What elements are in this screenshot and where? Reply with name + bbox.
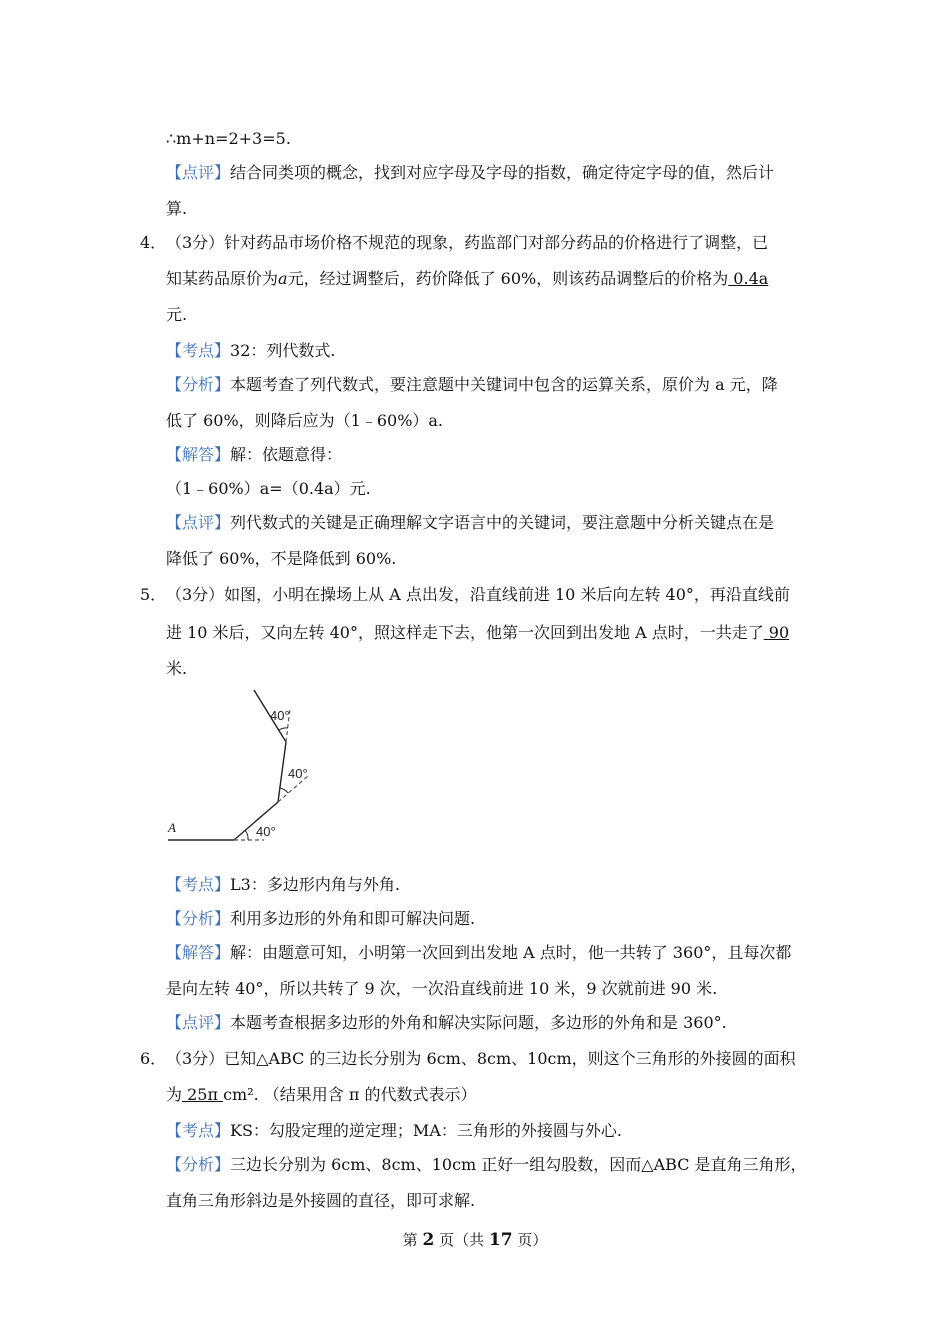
question-text: （3分）已知△ABC 的三边长分别为 6cm、8cm、10cm，则这个三角形的外接圆的面积 bbox=[166, 1049, 796, 1068]
fenxi-line: 直角三角形斜边是外接圆的直径，即可求解. bbox=[166, 1191, 476, 1210]
question-number: 6． bbox=[140, 1049, 167, 1068]
total-pages: 17 bbox=[488, 1230, 513, 1250]
text-line: ∴m+n=2+3=5. bbox=[166, 129, 291, 148]
kaodian-line: 【考点】32：列代数式. bbox=[166, 341, 336, 360]
jieda-line: 是向左转 40°，所以共转了 9 次，一次沿直线前进 10 米，9 次就前进 90 米. bbox=[166, 979, 718, 998]
jieda-line: 【解答】解：依题意得： bbox=[166, 445, 343, 464]
angle-label: 40° bbox=[256, 824, 276, 839]
fenxi-line: 【分析】利用多边形的外角和即可解决问题. bbox=[166, 909, 476, 928]
question-text: 为 25π cm². （结果用含 π 的代数式表示） bbox=[166, 1085, 477, 1104]
question-text: 元. bbox=[166, 305, 188, 324]
jieda-line: 【解答】解：由题意可知，小明第一次回到出发地 A 点时，他一共转了 360°，且每次都 bbox=[166, 943, 792, 962]
fenxi-line: 【分析】三边长分别为 6cm、8cm、10cm 正好一组勾股数，因而△ABC 是直角三角形， bbox=[166, 1155, 807, 1174]
jieda-line: （1﹣60%）a=（0.4a）元. bbox=[166, 479, 371, 498]
page-footer: 第 2 页（共 17 页） bbox=[402, 1230, 548, 1250]
answer-blank: 90 bbox=[763, 623, 790, 642]
fenxi-line: 【分析】本题考查了列代数式，要注意题中关键词中包含的运算关系，原价为 a 元，降 bbox=[166, 375, 778, 394]
question-text: 米. bbox=[166, 659, 188, 678]
question-text: （3分）针对药品市场价格不规范的现象，药监部门对部分药品的价格进行了调整，已 bbox=[166, 233, 769, 252]
fenxi-line: 低了 60%，则降后应为（1﹣60%）a. bbox=[166, 411, 444, 430]
kaodian-line: 【考点】KS：勾股定理的逆定理；MA：三角形的外接圆与外心. bbox=[166, 1121, 622, 1140]
question-text: 进 10 米后，又向左转 40°，照这样走下去，他第一次回到出发地 A 点时，一共走了 90 bbox=[166, 623, 790, 642]
question-number: 4． bbox=[140, 233, 167, 252]
question-text: 知某药品原价为a元，经过调整后，药价降低了 60%，则该药品调整后的价格为 0.4a bbox=[166, 269, 769, 288]
kaodian-line: 【考点】L3：多边形内角与外角. bbox=[166, 875, 400, 894]
page-number: 2 bbox=[422, 1230, 435, 1250]
angle-label: 40° bbox=[288, 766, 308, 781]
answer-blank: 25π bbox=[182, 1085, 224, 1104]
question-number: 5． bbox=[140, 585, 167, 604]
text-line: 算. bbox=[166, 199, 188, 218]
comment-tag: 【点评】 bbox=[166, 163, 231, 182]
question-text: （3分）如图，小明在操场上从 A 点出发，沿直线前进 10 米后向左转 40°，再沿直线前 bbox=[166, 585, 790, 604]
dianping-line: 【点评】本题考查根据多边形的外角和解决实际问题，多边形的外角和是 360°. bbox=[166, 1013, 727, 1032]
point-label: A bbox=[168, 820, 176, 835]
answer-blank: 0.4a bbox=[728, 269, 769, 288]
text-line: 【点评】结合同类项的概念，找到对应字母及字母的指数，确定待定字母的值，然后计 bbox=[166, 163, 775, 182]
walking-path-figure bbox=[160, 684, 320, 846]
angle-label: 40° bbox=[270, 708, 290, 723]
dianping-line: 【点评】列代数式的关键是正确理解文字语言中的关键词，要注意题中分析关键点在是 bbox=[166, 513, 775, 532]
dianping-line: 降低了 60%，不是降低到 60%. bbox=[166, 549, 397, 568]
